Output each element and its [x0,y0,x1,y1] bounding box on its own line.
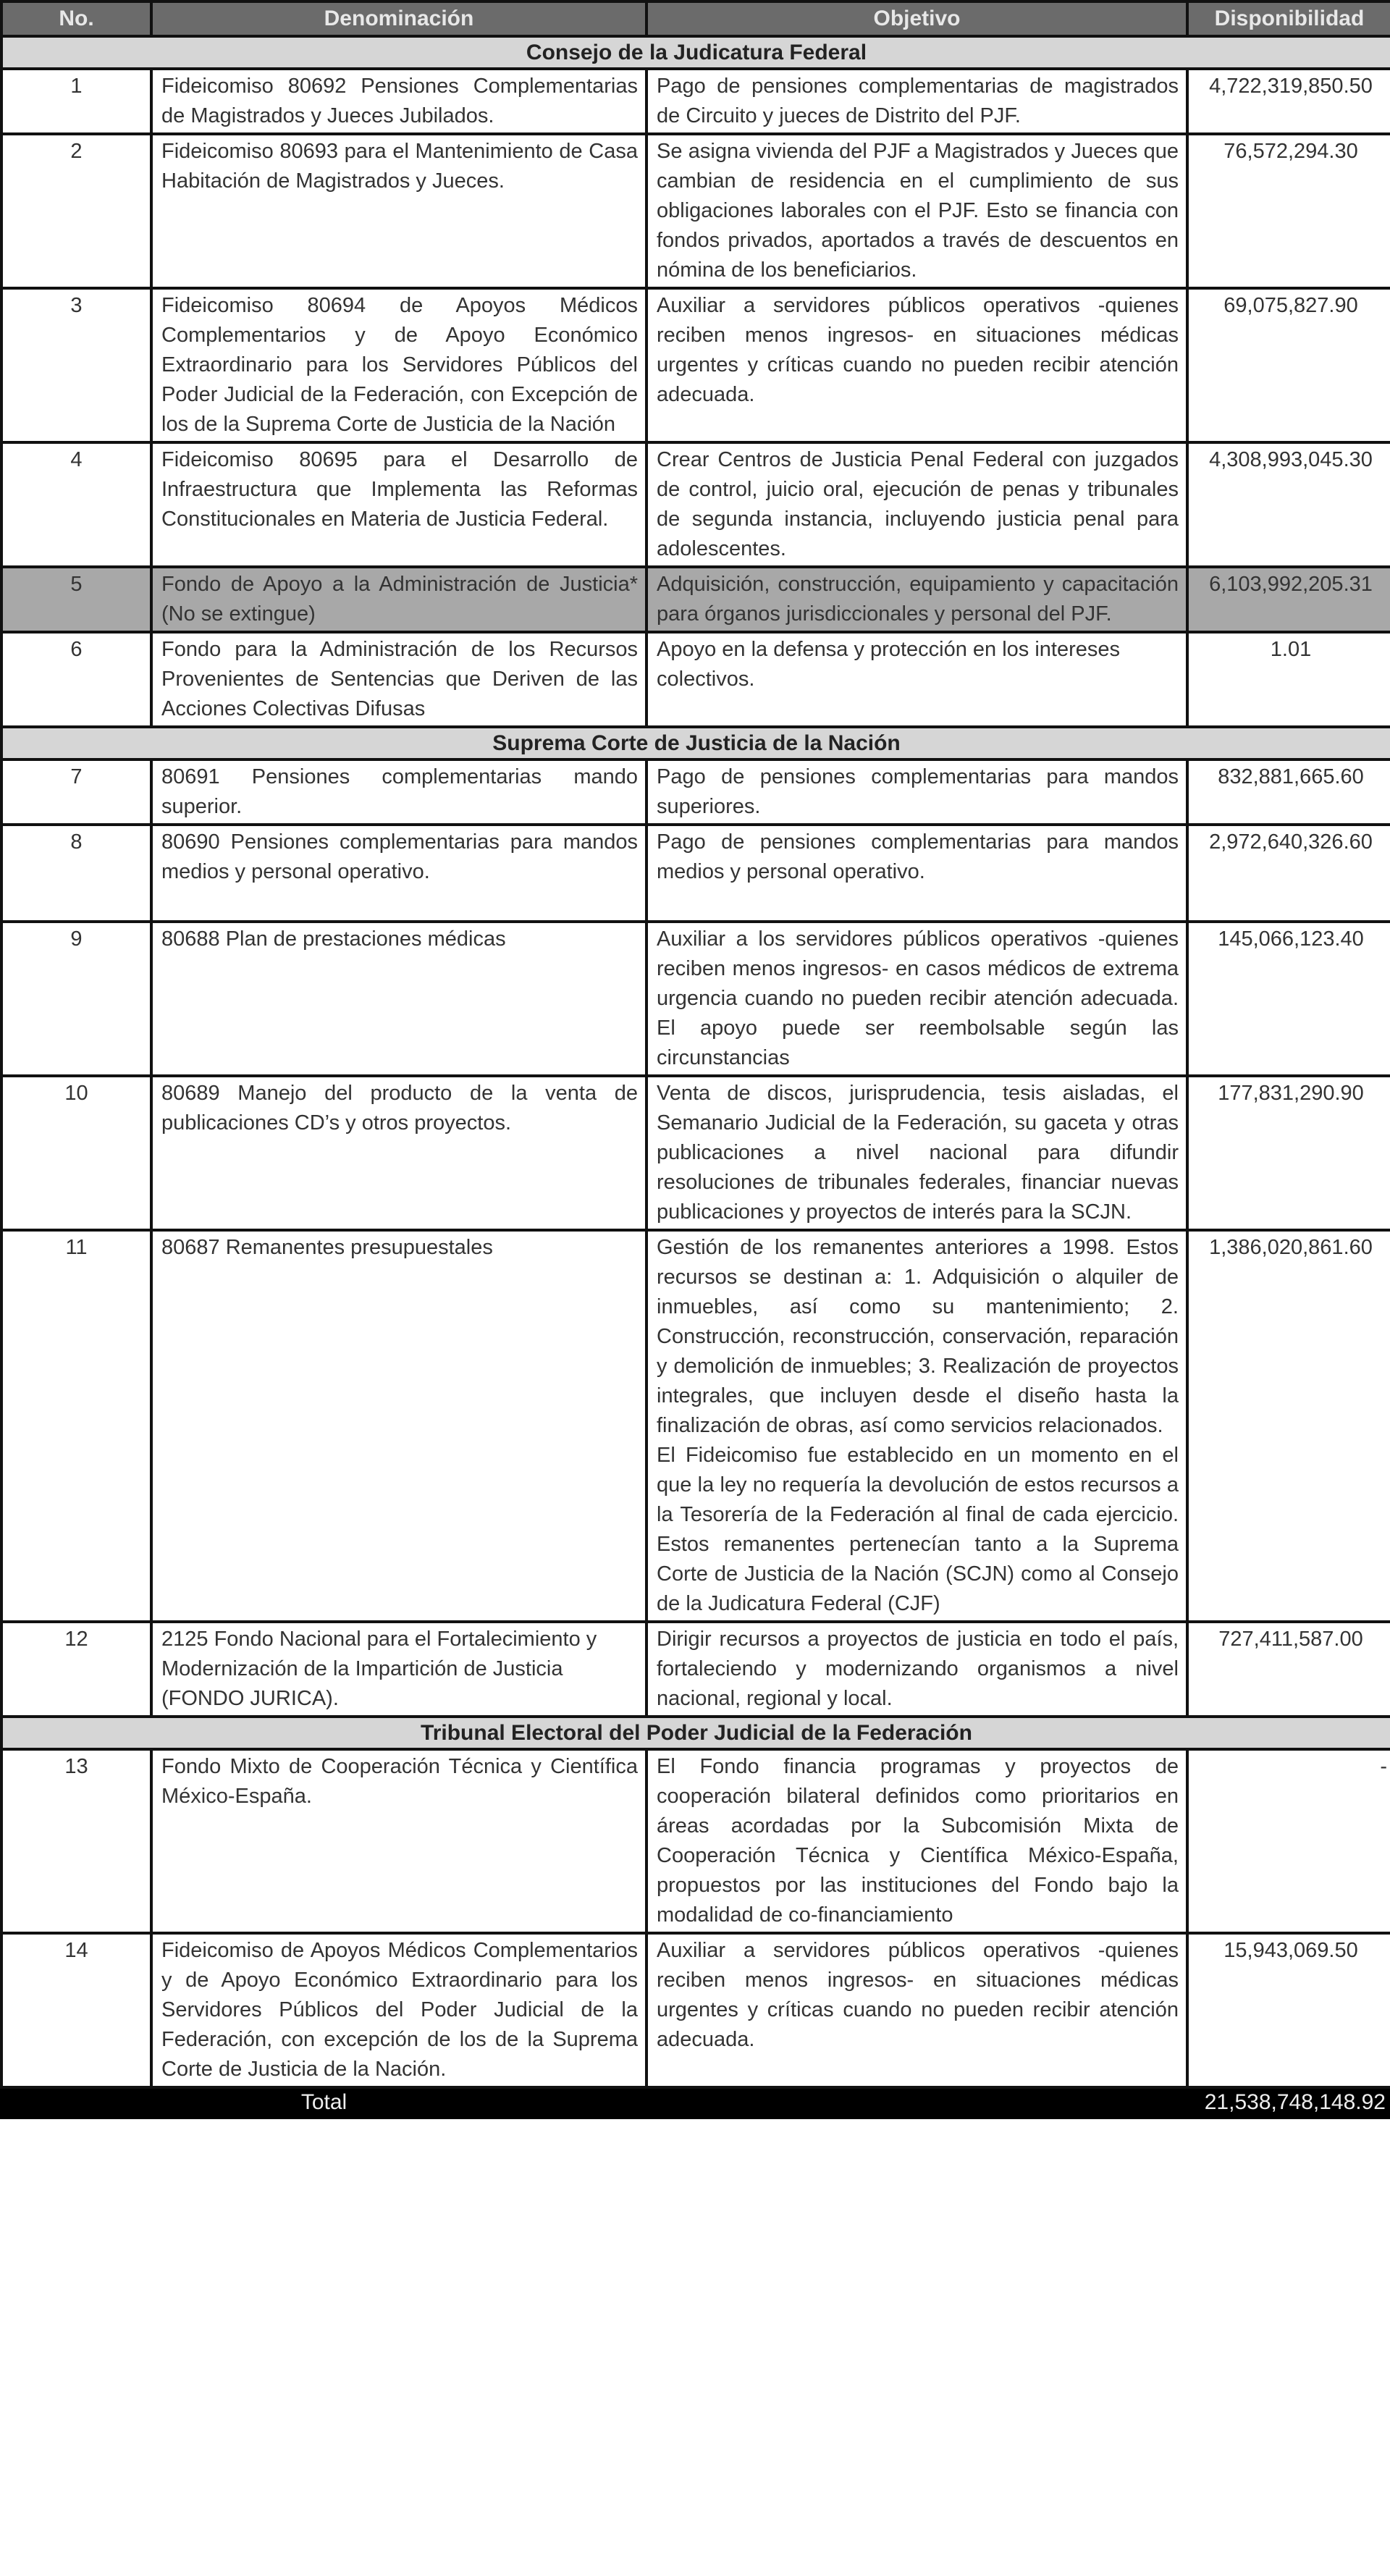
cell-disponibilidad: 2,972,640,326.60 [1187,825,1390,922]
objetivo-paragraph-2: El Fideicomiso fue establecido en un momento en el que la ley no requería la devolución de estos recursos a la Tesorería de la Federación al final de cada ejercicio. Estos remanentes pertenecían tanto a la Suprema Corte de Justicia de la Nación (SCJN) como al Consejo de la Judicatura Federal (CJF) [657,1444,1179,1615]
cell-objetivo: Se asigna vivienda del PJF a Magistrados y Jueces que cambian de residencia en el cumplimiento de sus obligaciones laborales con el PJF. Esto se financia con fondos privados, aportados a través de descuentos en nómina de los beneficiarios. [646,134,1187,288]
cell-objetivo: Auxiliar a los servidores públicos operativos -quienes reciben menos ingresos- en casos médicos de extrema urgencia cuando no pueden recibir atención adecuada. El apoyo puede ser reembolsable según las circunstancias [646,922,1187,1076]
cell-no: 10 [1,1076,151,1230]
table-row [1,1622,1390,1717]
cell-disponibilidad: 727,411,587.00 [1187,1622,1390,1717]
cell-denominacion: 2125 Fondo Nacional para el Fortalecimiento y Modernización de la Impartición de Justicia (FONDO JURICA). [151,1622,646,1717]
cell-denominacion: Fondo para la Administración de los Recursos Provenientes de Sentencias que Deriven de las Acciones Colectivas Difusas [151,632,646,727]
section-title: Tribunal Electoral del Poder Judicial de la Federación [1,1717,1390,1749]
cell-objetivo: Pago de pensiones complementarias para mandos medios y personal operativo. [646,825,1187,922]
cell-denominacion: 80690 Pensiones complementarias para mandos medios y personal operativo. [151,825,646,922]
cell-objetivo: Apoyo en la defensa y protección en los intereses colectivos. [646,632,1187,727]
cell-no: 9 [1,922,151,1076]
header-row [1,1,1390,36]
cell-disponibilidad: 69,075,827.90 [1187,288,1390,442]
table-row [1,69,1390,134]
section-row-cjf [1,36,1390,69]
cell-objetivo: Crear Centros de Justicia Penal Federal con juzgados de control, juicio oral, ejecución de penas y tribunales de segunda instancia, incluyendo justicia penal para adolescentes. [646,442,1187,567]
cell-objetivo [646,1230,1187,1622]
total-label: Total [1,2087,646,2118]
table-row [1,825,1390,922]
section-title: Suprema Corte de Justicia de la Nación [1,727,1390,759]
section-row-tepjf [1,1717,1390,1749]
header-no: No. [1,1,151,36]
cell-disponibilidad: 1.01 [1187,632,1390,727]
cell-disponibilidad: 15,943,069.50 [1187,1933,1390,2087]
cell-no: 6 [1,632,151,727]
total-row [1,2087,1390,2118]
cell-denominacion: 80687 Remanentes presupuestales [151,1230,646,1622]
cell-disponibilidad: 4,308,993,045.30 [1187,442,1390,567]
cell-no: 11 [1,1230,151,1622]
cell-disponibilidad: 832,881,665.60 [1187,759,1390,825]
cell-no: 8 [1,825,151,922]
cell-disponibilidad: 177,831,290.90 [1187,1076,1390,1230]
cell-denominacion: Fideicomiso 80695 para el Desarrollo de Infraestructura que Implementa las Reformas Constitucionales en Materia de Justicia Federal. [151,442,646,567]
header-disponibilidad: Disponibilidad [1187,1,1390,36]
cell-disponibilidad: 6,103,992,205.31 [1187,567,1390,632]
cell-denominacion: Fideicomiso 80692 Pensiones Complementarias de Magistrados y Jueces Jubilados. [151,69,646,134]
table-body [1,36,1390,2118]
table-row [1,134,1390,288]
cell-denominacion: Fondo Mixto de Cooperación Técnica y Científica México-España. [151,1749,646,1933]
table-row [1,1230,1390,1622]
cell-objetivo: Pago de pensiones complementarias para mandos superiores. [646,759,1187,825]
cell-objetivo: Pago de pensiones complementarias de magistrados de Circuito y jueces de Distrito del PJF. [646,69,1187,134]
cell-no: 7 [1,759,151,825]
cell-no: 5 [1,567,151,632]
table-row [1,922,1390,1076]
header-denominacion: Denominación [151,1,646,36]
cell-denominacion: Fideicomiso 80693 para el Mantenimiento de Casa Habitación de Magistrados y Jueces. [151,134,646,288]
table-row [1,442,1390,567]
cell-denominacion: Fideicomiso 80694 de Apoyos Médicos Complementarios y de Apoyo Económico Extraordinario para los Servidores Públicos del Poder Judicial de la Federación, con Excepción de los de la Suprema Corte de Justicia de la Nación [151,288,646,442]
cell-disponibilidad: 1,386,020,861.60 [1187,1230,1390,1622]
section-row-scjn [1,727,1390,759]
table-row [1,1076,1390,1230]
table-row [1,1933,1390,2087]
cell-denominacion: 80691 Pensiones complementarias mando superior. [151,759,646,825]
cell-denominacion: 80689 Manejo del producto de la venta de publicaciones CD’s y otros proyectos. [151,1076,646,1230]
cell-no: 1 [1,69,151,134]
header-objetivo: Objetivo [646,1,1187,36]
table-row-highlighted [1,567,1390,632]
cell-objetivo: Venta de discos, jurisprudencia, tesis aisladas, el Semanario Judicial de la Federación, su gaceta y otras publicaciones a nivel nacional para difundir resoluciones de tribunales federales, financiar nuevas publicaciones y proyectos de interés para la SCJN. [646,1076,1187,1230]
cell-no: 2 [1,134,151,288]
cell-denominacion: Fondo de Apoyo a la Administración de Justicia* (No se extingue) [151,567,646,632]
cell-objetivo: Dirigir recursos a proyectos de justicia en todo el país, fortaleciendo y modernizando organismos a nivel nacional, regional y local. [646,1622,1187,1717]
cell-denominacion: Fideicomiso de Apoyos Médicos Complementarios y de Apoyo Económico Extraordinario para los Servidores Públicos del Poder Judicial de la Federación, con excepción de los de la Suprema Corte de Justicia de la Nación. [151,1933,646,2087]
table-row [1,759,1390,825]
cell-disponibilidad: - [1187,1749,1390,1933]
cell-objetivo: El Fondo financia programas y proyectos de cooperación bilateral definidos como prioritarios en áreas acordadas por la Subcomisión Mixta de Cooperación Técnica y Científica México-España, propuestos por las instituciones del Fondo bajo la modalidad de co-financiamiento [646,1749,1187,1933]
cell-no: 4 [1,442,151,567]
cell-no: 14 [1,1933,151,2087]
section-title: Consejo de la Judicatura Federal [1,36,1390,69]
objetivo-paragraph-1: Gestión de los remanentes anteriores a 1998. Estos recursos se destinan a: 1. Adquisición o alquiler de inmuebles, así como su mantenimiento; 2. Construcción, reconstrucción, conservación, reparación y demolición de inmuebles; 3. Realización de proyectos integrales, que incluyen desde el diseño hasta la finalización de obras, así como servicios relacionados. [657,1236,1179,1437]
total-value: 21,538,748,148.92 [646,2087,1390,2118]
cell-disponibilidad: 4,722,319,850.50 [1187,69,1390,134]
table-row [1,288,1390,442]
cell-disponibilidad: 76,572,294.30 [1187,134,1390,288]
cell-denominacion: 80688 Plan de prestaciones médicas [151,922,646,1076]
cell-objetivo: Auxiliar a servidores públicos operativos -quienes reciben menos ingresos- en situaciones médicas urgentes y críticas cuando no pueden recibir atención adecuada. [646,288,1187,442]
cell-disponibilidad: 145,066,123.40 [1187,922,1390,1076]
cell-no: 13 [1,1749,151,1933]
cell-objetivo: Auxiliar a servidores públicos operativos -quienes reciben menos ingresos- en situaciones médicas urgentes y críticas cuando no pueden recibir atención adecuada. [646,1933,1187,2087]
cell-no: 3 [1,288,151,442]
table-row [1,632,1390,727]
cell-no: 12 [1,1622,151,1717]
table-row [1,1749,1390,1933]
cell-objetivo: Adquisición, construcción, equipamiento y capacitación para órganos jurisdiccionales y personal del PJF. [646,567,1187,632]
